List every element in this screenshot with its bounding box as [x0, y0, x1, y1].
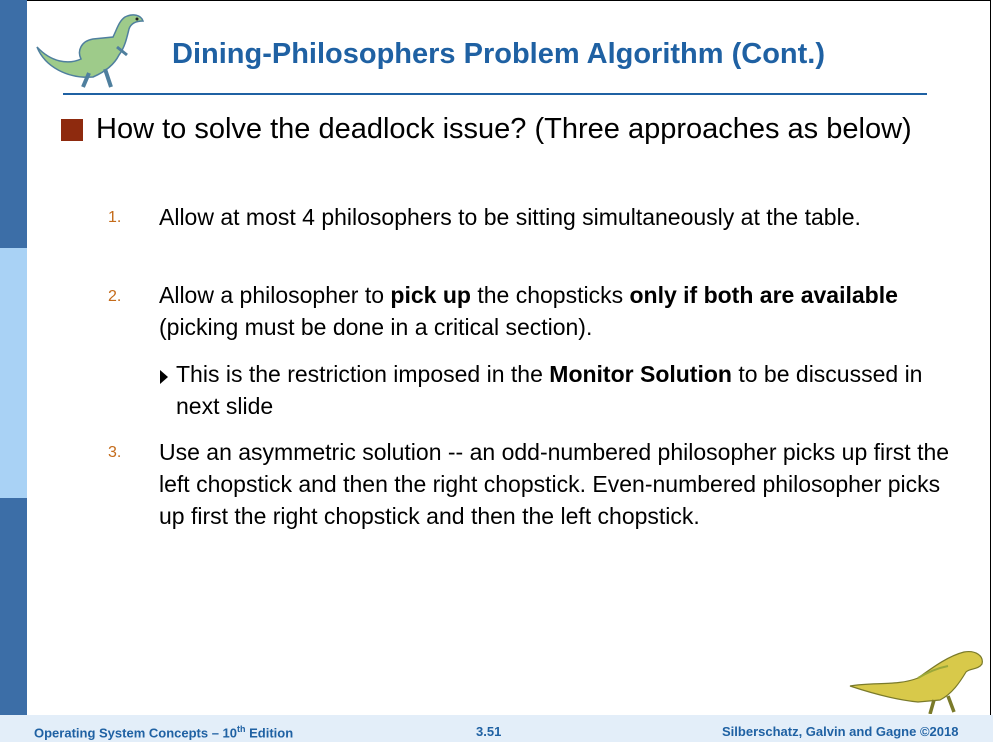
item-number-1: 1. [108, 209, 122, 226]
item-3-text: Use an asymmetric solution -- an odd-numbered philosopher picks up first the left chopstick and then the right chopstick. Even-numbered philosopher picks up first the right chopstick and then the left chopstick. [159, 439, 950, 529]
footer-left: Operating System Concepts – 10th Edition [34, 724, 294, 741]
item-number-3: 3. [108, 444, 122, 461]
footer-right: Silberschatz, Galvin and Gagne ©2018 [722, 724, 959, 739]
item-number-2: 2. [108, 288, 122, 305]
main-bullet-text: How to solve the deadlock issue? (Three approaches as below) [96, 113, 912, 145]
slide-title: Dining-Philosophers Problem Algorithm (Cont.) [172, 38, 826, 70]
item-1-text: Allow at most 4 philosophers to be sitting simultaneously at the table. [159, 204, 861, 230]
item-2-bold-2: only if both are available [629, 282, 898, 308]
triangle-bullet-icon [160, 370, 168, 384]
sub-bullet-bold: Monitor Solution [549, 361, 732, 387]
page-number: 3.51 [476, 724, 502, 739]
item-2-bold-1: pick up [390, 282, 471, 308]
sub-bullet-text: This is the restriction imposed in the Monitor Solution to be discussed in next slide [176, 361, 923, 419]
dinosaur-logo-icon [33, 7, 153, 89]
sidebar-light [0, 248, 27, 498]
item-2-text: Allow a philosopher to pick up the chopsticks only if both are available (picking must be done in a critical section). [159, 282, 898, 340]
dinosaur-logo-bottom-icon [848, 642, 988, 714]
title-divider [63, 93, 927, 95]
square-bullet-icon [61, 119, 83, 141]
